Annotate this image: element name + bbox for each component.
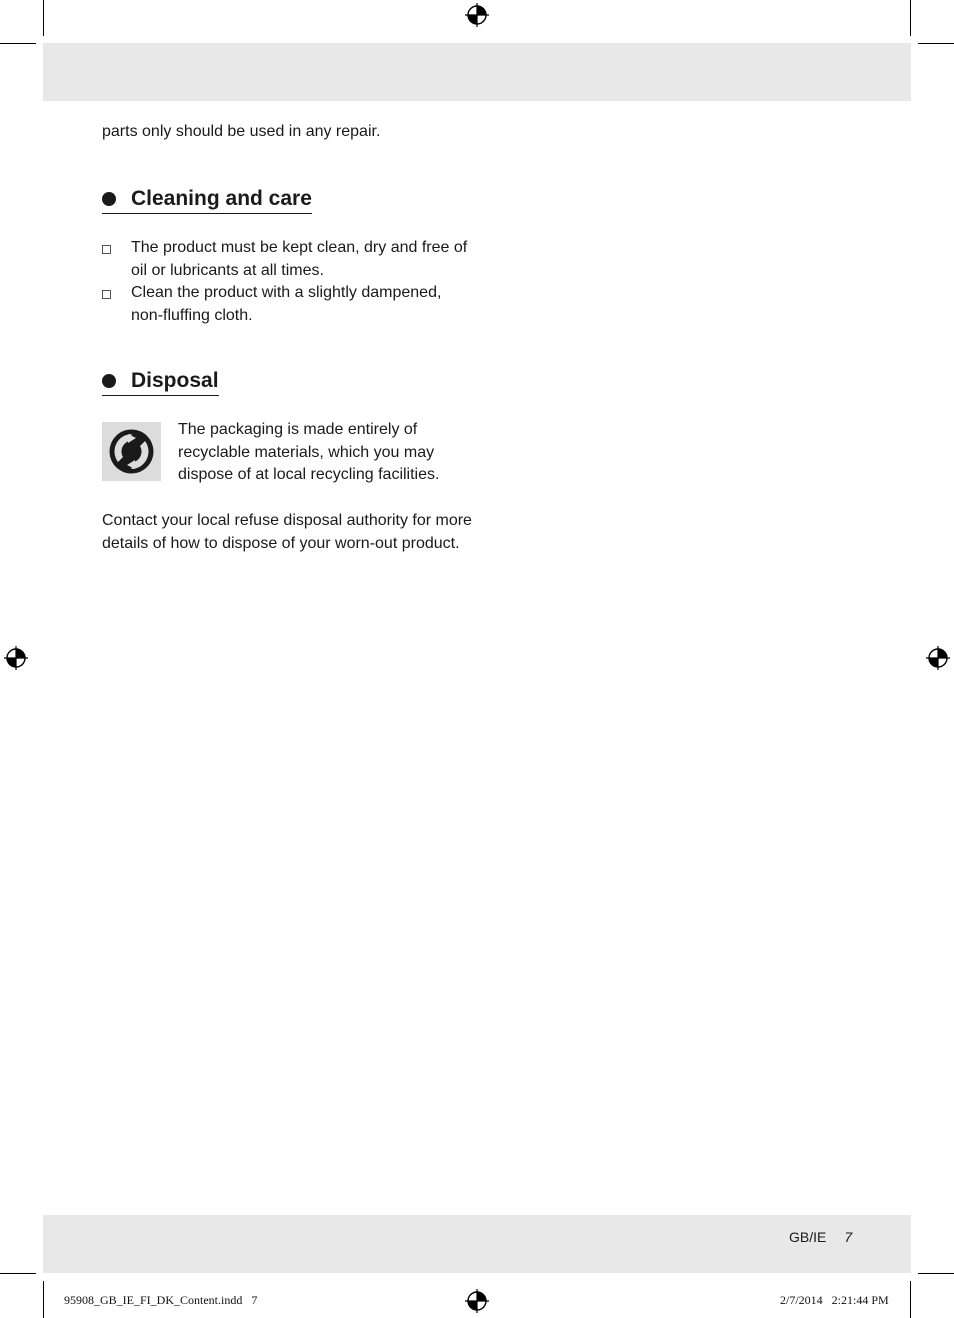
cleaning-list <box>102 237 472 327</box>
disposal-heading-text: Disposal <box>131 369 219 392</box>
crop-mark <box>0 1273 36 1274</box>
cleaning-heading <box>102 187 312 214</box>
crop-mark <box>0 43 36 44</box>
heading-bullet-icon <box>102 192 116 206</box>
list-item-text: Clean the product with a slightly dampened, non-fluffing cloth. <box>131 284 442 324</box>
crop-mark <box>918 43 954 44</box>
registration-mark-icon <box>465 1289 489 1313</box>
cleaning-heading-text: Cleaning and care <box>131 187 312 210</box>
page-number: 7 <box>844 1229 853 1245</box>
checkbox-square-icon <box>102 245 111 254</box>
disposal-heading <box>102 369 219 396</box>
footer-band <box>43 1215 911 1273</box>
region-label: GB/IE <box>789 1229 827 1245</box>
registration-mark-icon <box>4 646 28 670</box>
registration-mark-icon <box>465 3 489 27</box>
heading-bullet-icon <box>102 374 116 388</box>
registration-mark-icon <box>926 646 950 670</box>
crop-mark <box>910 1281 911 1318</box>
crop-mark <box>43 1281 44 1318</box>
crop-mark <box>43 0 44 36</box>
list-item <box>102 282 472 327</box>
slug-timestamp: 2/7/2014 2:21:44 PM <box>780 1293 889 1307</box>
green-dot-recycling-icon <box>102 422 161 481</box>
list-item-text: The product must be kept clean, dry and free of oil or lubricants at all times. <box>131 239 468 279</box>
intro-text: parts only should be used in any repair. <box>102 123 381 140</box>
crop-mark <box>910 0 911 36</box>
checkbox-square-icon <box>102 290 111 299</box>
packaging-text: The packaging is made entirely of recyclable materials, which you may dispose of at local recycling facilities. <box>178 421 440 483</box>
page-footer <box>789 1229 852 1245</box>
contact-text: Contact your local refuse disposal authority for more details of how to dispose of your worn-out product. <box>102 512 472 552</box>
crop-mark <box>918 1273 954 1274</box>
slug-filename: 95908_GB_IE_FI_DK_Content.indd 7 <box>64 1293 258 1307</box>
list-item <box>102 237 472 282</box>
header-band <box>43 43 911 101</box>
